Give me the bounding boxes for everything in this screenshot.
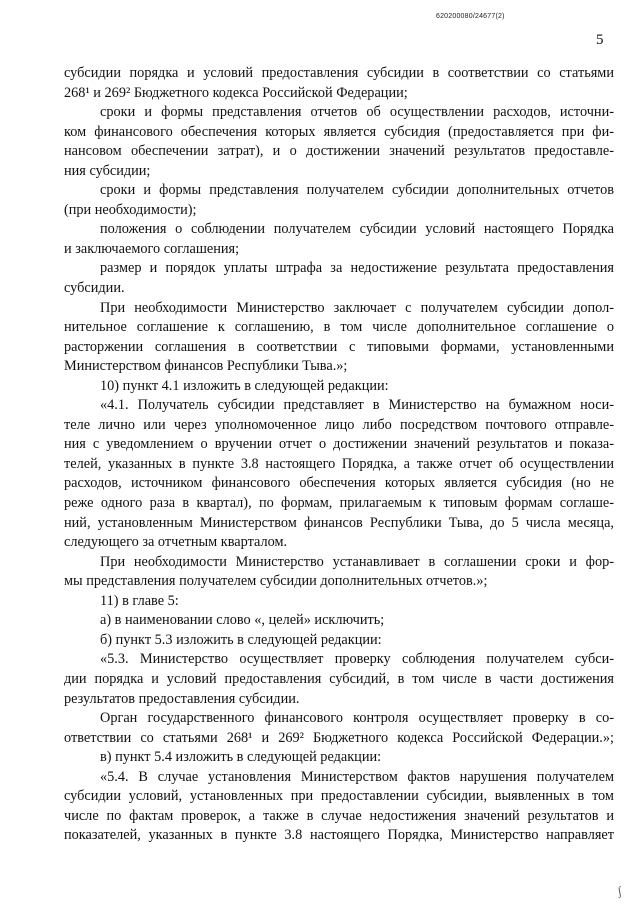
document-id: 620200080/24677(2) bbox=[436, 13, 505, 20]
text-line: нительное соглашение к соглашению, в том числе дополнительное соглашение о bbox=[64, 319, 614, 336]
text-line: в) пункт 5.4 изложить в следующей редакции: bbox=[100, 749, 382, 766]
text-line: расторжении соглашения в соответствии с типовыми формами, установленными bbox=[64, 338, 614, 355]
text-line: субсидии условий, установленных при предоставлении субсидии, выявленных в том bbox=[64, 788, 614, 805]
text-line: следующего за отчетным кварталом. bbox=[64, 534, 288, 551]
text-line: нансовом обеспечении затрат), и о достижении значений результатов предоставле- bbox=[64, 143, 614, 160]
text-line: и заключаемого соглашения; bbox=[64, 240, 240, 257]
text-line: «5.3. Министерство осуществляет проверку соблюдения получателем субси- bbox=[100, 651, 614, 668]
text-line: положения о соблюдении получателем субсидии условий настоящего Порядка bbox=[100, 221, 614, 238]
text-line: расходов, источником финансового обеспечения которых является субсидия (но не bbox=[64, 475, 614, 492]
text-line: телей, указанных в пункте 3.8 настоящего Порядка, а также отчет об осуществлении bbox=[64, 455, 614, 472]
text-line: сроки и формы представления получателем субсидии дополнительных отчетов bbox=[100, 182, 614, 199]
corner-mark: ʃ bbox=[615, 883, 624, 899]
text-line: дии порядка и условий предоставления субсидий, в том числе в части достижения bbox=[64, 670, 614, 687]
text-line: мы представления получателем субсидии дополнительных отчетов.»; bbox=[64, 573, 488, 590]
text-line: «5.4. В случае установления Министерством фактов нарушения получателем bbox=[100, 768, 614, 785]
text-line: ком финансового обеспечения которых является субсидия (предоставляется при фи- bbox=[64, 123, 614, 140]
text-line: а) в наименовании слово «, целей» исключить; bbox=[100, 612, 385, 629]
text-line: сроки и формы представления отчетов об осуществлении расходов, источни- bbox=[100, 104, 614, 121]
text-line: При необходимости Министерство заключает с получателем субсидии допол- bbox=[100, 299, 614, 316]
text-line: числе по фактам проверок, а также в случае недостижения значений результатов и bbox=[64, 807, 614, 824]
text-line: 11) в главе 5: bbox=[100, 592, 179, 609]
text-line: ния субсидии; bbox=[64, 162, 151, 179]
text-line: (при необходимости); bbox=[64, 201, 197, 218]
text-line: результатов предоставления субсидии. bbox=[64, 690, 300, 707]
text-line: ния с уведомлением о вручении отчет о достижении значений результатов и показа- bbox=[64, 436, 614, 453]
text-line: 268¹ и 269² Бюджетного кодекса Российской Федерации; bbox=[64, 84, 408, 101]
text-line: теле лично или через уполномоченное лицо либо посредством почтового отправле- bbox=[64, 416, 614, 433]
text-line: показателей, указанных в пункте 3.8 настоящего Порядка, Министерство направляет bbox=[64, 827, 614, 844]
text-line: б) пункт 5.3 изложить в следующей редакции: bbox=[100, 631, 382, 648]
text-line: размер и порядок уплаты штрафа за недостижение результата предоставления bbox=[100, 260, 614, 277]
page-number: 5 bbox=[596, 32, 604, 48]
text-line: Орган государственного финансового контроля осуществляет проверку в со- bbox=[100, 710, 614, 727]
text-line: реже одного раза в квартал), по формам, прилагаемым к типовым формам соглаше- bbox=[64, 495, 614, 512]
text-line: ответствии со статьями 268¹ и 269² Бюджетного кодекса Российской Федерации.»; bbox=[64, 729, 614, 746]
text-line: ний, установленным Министерством финансов Республики Тыва, до 5 числа месяца, bbox=[64, 514, 614, 531]
text-line: «4.1. Получатель субсидии представляет в Министерство на бумажном носи- bbox=[100, 397, 614, 414]
text-line: При необходимости Министерство устанавливает в соглашении сроки и фор- bbox=[100, 553, 614, 570]
text-line: 10) пункт 4.1 изложить в следующей редакции: bbox=[100, 377, 389, 394]
text-line: субсидии порядка и условий предоставления субсидии в соответствии со статьями bbox=[64, 65, 614, 81]
text-line: Министерством финансов Республики Тыва.»; bbox=[64, 358, 348, 375]
document-body bbox=[64, 64, 614, 846]
text-line: субсидии. bbox=[64, 280, 125, 297]
